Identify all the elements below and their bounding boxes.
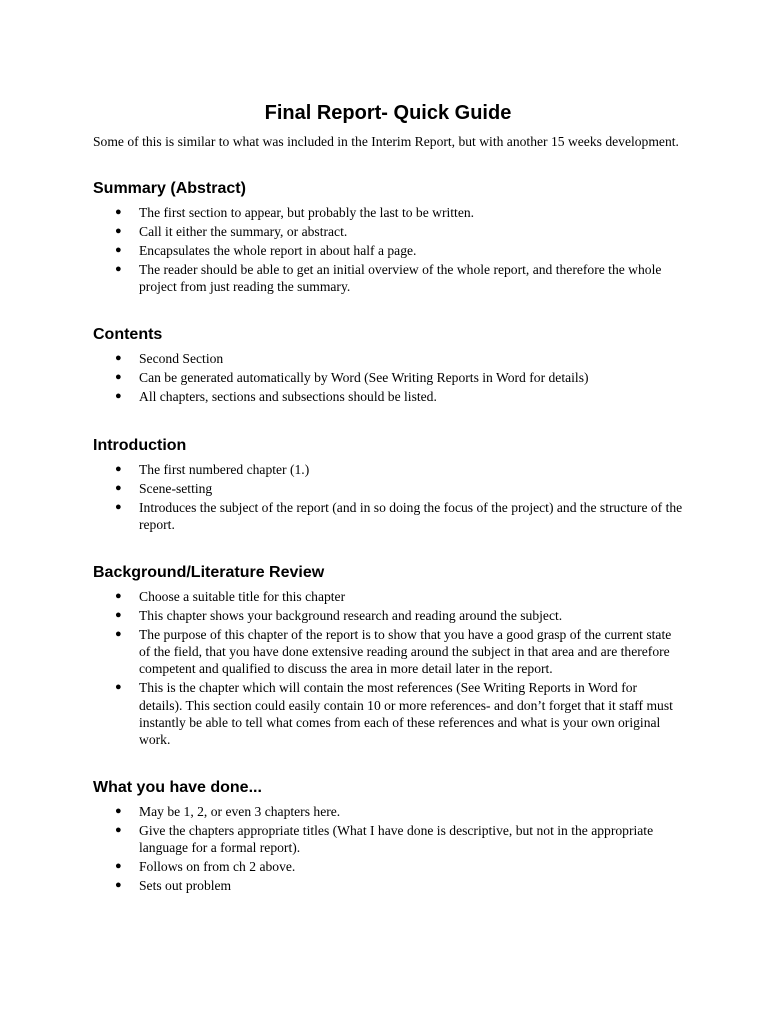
list-item-text: Second Section: [139, 351, 224, 367]
list-item: [93, 350, 683, 367]
section-introduction: [93, 436, 683, 533]
bullet-icon: ●: [115, 371, 122, 384]
list-item-text: Introduces the subject of the report (and in so doing the focus of the project) and the structure of the report.: [139, 499, 683, 532]
bullet-icon: ●: [115, 860, 122, 873]
intro-paragraph: Some of this is similar to what was included in the Interim Report, but with another 15 weeks development.: [93, 134, 679, 149]
list-item-text: The first numbered chapter (1.): [139, 461, 310, 477]
list-item-text: The purpose of this chapter of the report is to show that you have a good grasp of the current state of the field, that you have done extensive reading around the subject in that area and are therefore competent and qualified to discuss the area in more detail later in the report.: [139, 627, 672, 677]
list-item-text: All chapters, sections and subsections should be listed.: [139, 389, 437, 405]
list-item: [93, 858, 683, 875]
list-item-text: Give the chapters appropriate titles (What I have done is descriptive, but not in the appropriate language for a formal report).: [139, 823, 654, 856]
list-item: [93, 204, 683, 221]
bullet-icon: ●: [115, 352, 122, 365]
list-item: [93, 480, 683, 497]
list-item-text: Encapsulates the whole report in about half a page.: [139, 243, 417, 258]
list-item-text: Scene-setting: [139, 480, 213, 496]
list-item: [93, 588, 683, 605]
list-item-text: This chapter shows your background research and reading around the subject.: [139, 608, 563, 624]
document-title: Final Report- Quick Guide: [264, 102, 512, 124]
list-item: [93, 822, 683, 856]
list-item: [93, 261, 683, 295]
list-item: [93, 607, 683, 624]
bullet-icon: ●: [115, 263, 122, 275]
bullet-icon: ●: [115, 824, 122, 837]
list-item: [93, 369, 683, 386]
bullet-icon: ●: [115, 206, 122, 218]
bullet-icon: ●: [115, 879, 122, 892]
bullet-icon: ●: [115, 681, 122, 694]
list-item: [93, 626, 683, 678]
section-background: [93, 563, 683, 748]
list-item: [93, 461, 683, 478]
bullet-list: [93, 461, 683, 533]
bullet-icon: ●: [115, 390, 122, 403]
section-heading: Summary (Abstract): [93, 180, 246, 197]
section-heading: Introduction: [93, 436, 187, 454]
section-heading: Background/Literature Review: [93, 564, 325, 582]
bullet-list: [93, 588, 683, 748]
list-item-text: Follows on from ch 2 above.: [139, 859, 296, 875]
bullet-icon: ●: [115, 628, 122, 641]
list-item-text: The first section to appear, but probably the last to be written.: [139, 205, 475, 220]
list-item: [93, 679, 683, 748]
list-item-text: Choose a suitable title for this chapter: [139, 589, 346, 605]
list-item: [93, 223, 683, 240]
bullet-list: [93, 204, 683, 295]
bullet-icon: ●: [115, 609, 122, 622]
section-heading: Contents: [93, 326, 163, 344]
list-item-text: The reader should be able to get an initial overview of the whole report, and therefore the whole project from just reading the summary.: [139, 262, 662, 295]
document-page: [93, 100, 683, 896]
list-item: [93, 388, 683, 405]
list-item-text: Can be generated automatically by Word (See Writing Reports in Word for details): [139, 370, 589, 386]
section-what-you-have-done: [93, 778, 683, 894]
list-item-text: May be 1, 2, or even 3 chapters here.: [139, 804, 341, 820]
section-contents: [93, 325, 683, 405]
bullet-icon: ●: [115, 805, 122, 818]
bullet-icon: ●: [115, 225, 122, 237]
bullet-icon: ●: [115, 462, 122, 475]
bullet-list: [93, 803, 683, 894]
list-item-text: Sets out problem: [139, 878, 232, 894]
bullet-icon: ●: [115, 481, 122, 494]
list-item: [93, 242, 683, 259]
section-heading: What you have done...: [93, 779, 262, 797]
list-item-text: Call it either the summary, or abstract.: [139, 224, 348, 239]
bullet-icon: ●: [115, 500, 122, 513]
list-item-text: This is the chapter which will contain the most references (See Writing Reports in Word for details). This section could easily contain 10 or more references- and don’t forget that it staff must instantly be able to tell what comes from each of these references and what is your own original work.: [139, 680, 673, 748]
section-summary: [93, 179, 683, 295]
bullet-icon: ●: [115, 244, 122, 256]
list-item: [93, 877, 683, 894]
bullet-list: [93, 350, 683, 405]
bullet-icon: ●: [115, 590, 122, 603]
list-item: [93, 499, 683, 533]
list-item: [93, 803, 683, 820]
